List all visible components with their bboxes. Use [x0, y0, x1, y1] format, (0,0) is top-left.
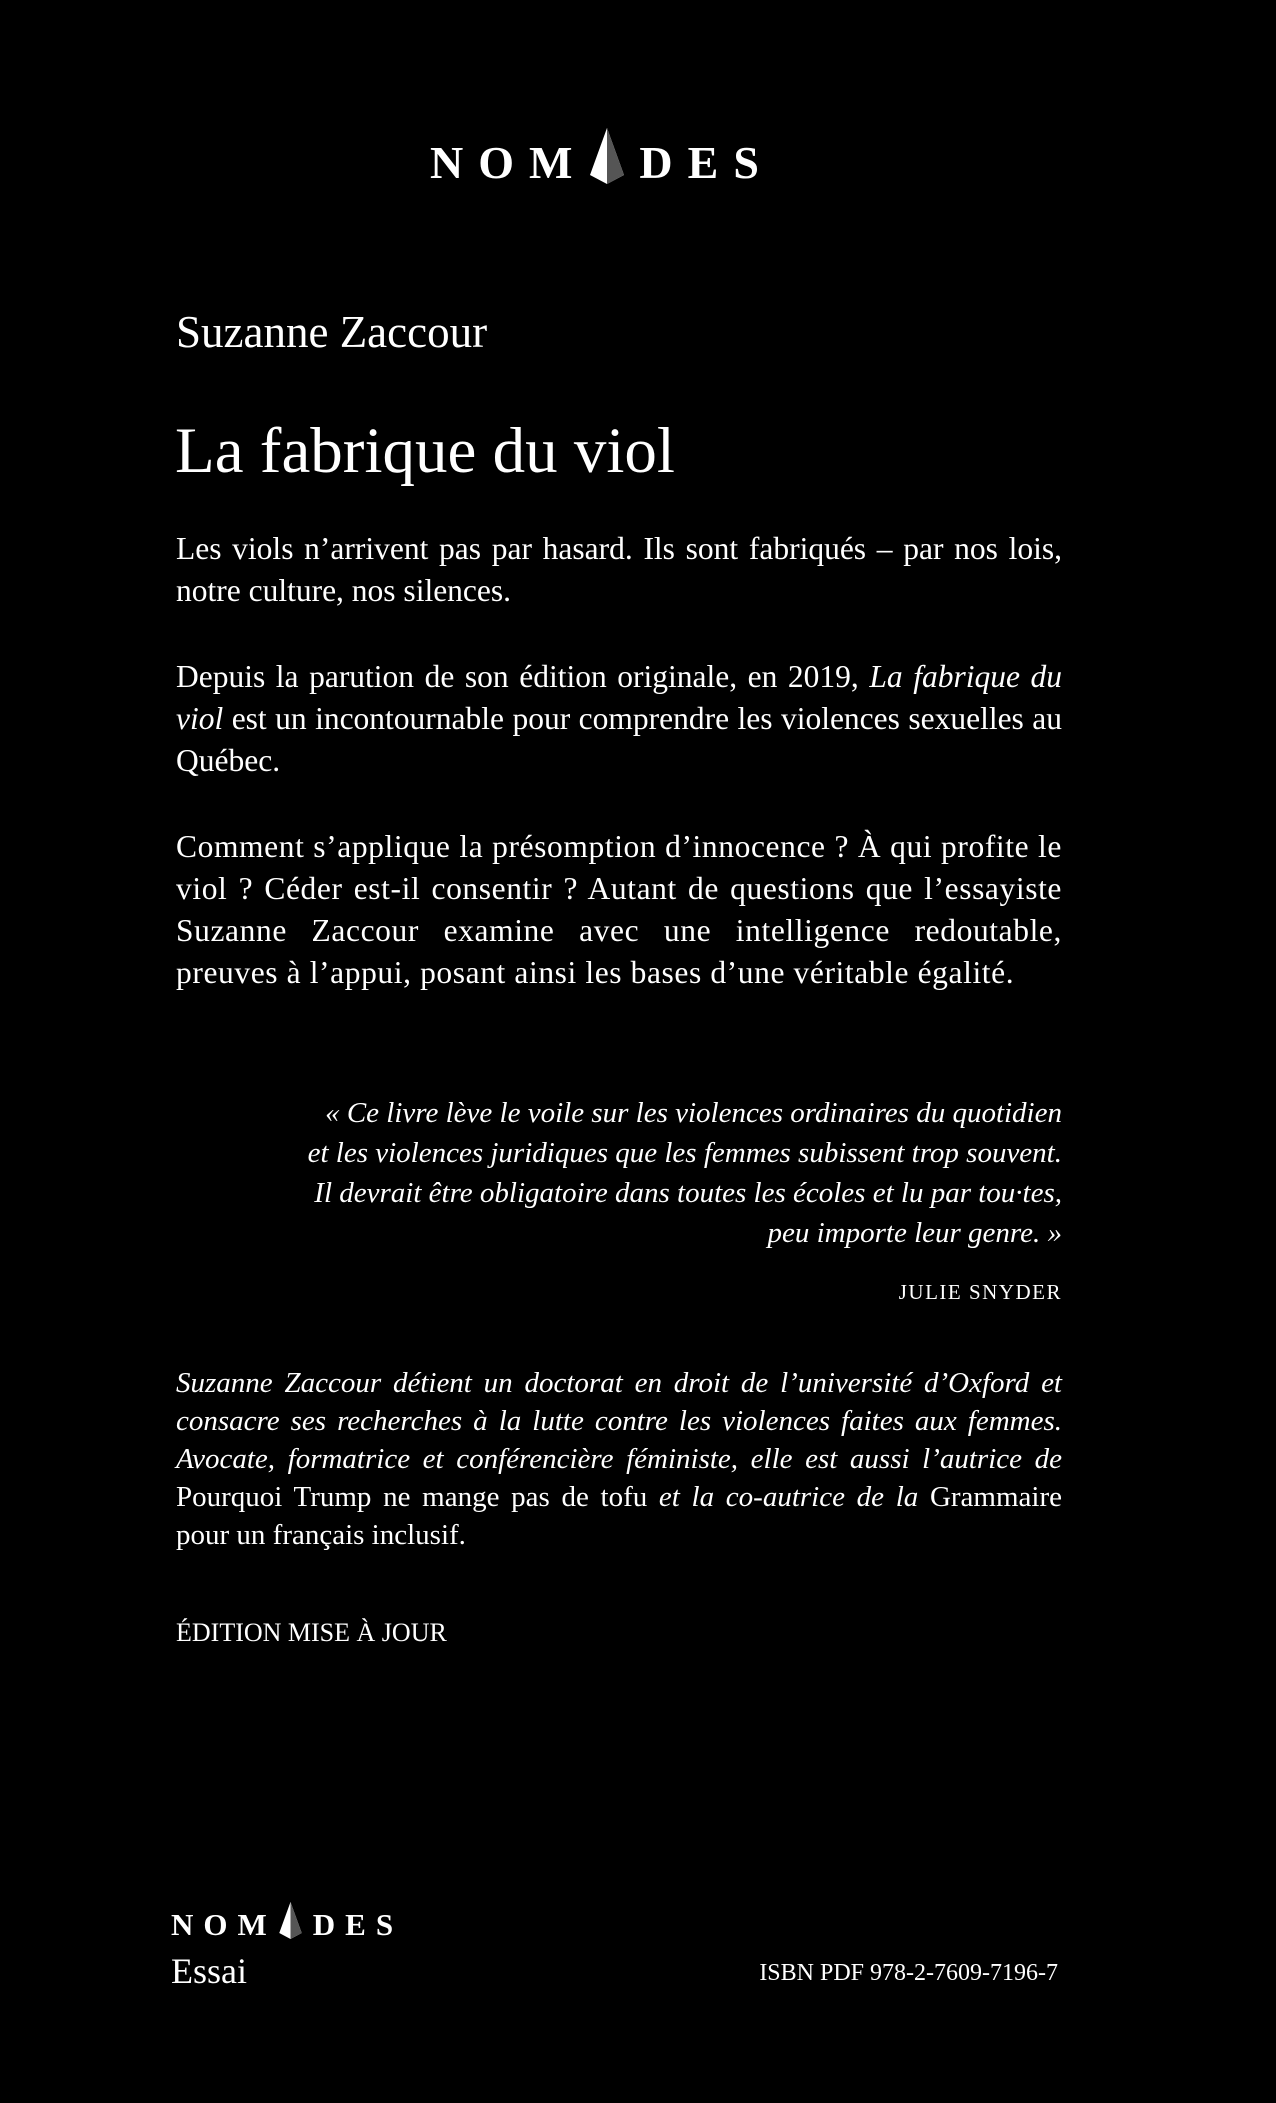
blurb-paragraph-2 — [176, 656, 1062, 782]
author-bio — [176, 1364, 1062, 1554]
isbn-label: ISBN PDF 978-2-7609-7196-7 — [759, 1960, 1058, 1986]
blurb-paragraph-1: Les viols n’arrivent pas par hasard. Ils sont fabriqués – par nos lois, notre culture, nos silences. — [176, 531, 1062, 608]
author-bio-book-2: Grammaire pour un français inclusif — [176, 1481, 1062, 1551]
blurb-paragraph-3: Comment s’applique la présomption d’innocence ? À qui profite le viol ? Céder est-il consentir ? Autant de questions que l’essayiste Suzanne Zaccour examine avec une intelligence redoutable, preuves à l’appui, posant ainsi les bases d’une véritable égalité. — [176, 829, 1062, 990]
logo-text-start: NOM — [430, 137, 588, 188]
author-bio-part-2: et la co-autrice de la — [647, 1481, 930, 1513]
publisher-logo-top — [430, 128, 774, 186]
endorsement-quote: « Ce livre lève le voile sur les violences ordinaires du quotidien et les violences juridiques que les femmes subissent trop souvent. Il devrait être obligatoire dans toutes les écoles et lu par tou·tes, peu importe leur genre. » — [307, 1097, 1062, 1249]
nomades-a-triangle-icon — [277, 1902, 304, 1939]
author-name: Suzanne Zaccour — [176, 307, 488, 357]
blurb-paragraph-2-end: est un incontournable pour comprendre les violences sexuelles au Québec. — [176, 701, 1062, 778]
nomades-a-triangle-icon — [587, 128, 627, 184]
logo-text-start: NOM — [171, 1907, 277, 1942]
logo-text-end: DES — [639, 137, 774, 188]
book-title: La fabrique du viol — [175, 415, 675, 487]
publisher-logo-bottom — [171, 1902, 403, 1940]
author-bio-end: . — [458, 1519, 466, 1551]
blurb-paragraph-2-start: Depuis la parution de son édition originale, en 2019, — [176, 659, 870, 694]
author-bio-book-1: Pourquoi Trump ne mange pas de tofu — [176, 1481, 648, 1513]
endorsement-author: JULIE SNYDER — [898, 1280, 1062, 1304]
blurb-paragraph-2-title: La fabrique du viol — [176, 659, 1062, 736]
author-bio-part-1: Suzanne Zaccour détient un doctorat en droit de l’université d’Oxford et consacre ses recherches à la lutte contre les violences faites aux femmes. Avocate, formatrice et conférencière féministe, elle est aussi l’autrice de — [176, 1367, 1062, 1475]
logo-text-end: DES — [312, 1907, 404, 1942]
genre-label: Essai — [171, 1951, 247, 1991]
edition-note: ÉDITION MISE À JOUR — [176, 1618, 447, 1647]
